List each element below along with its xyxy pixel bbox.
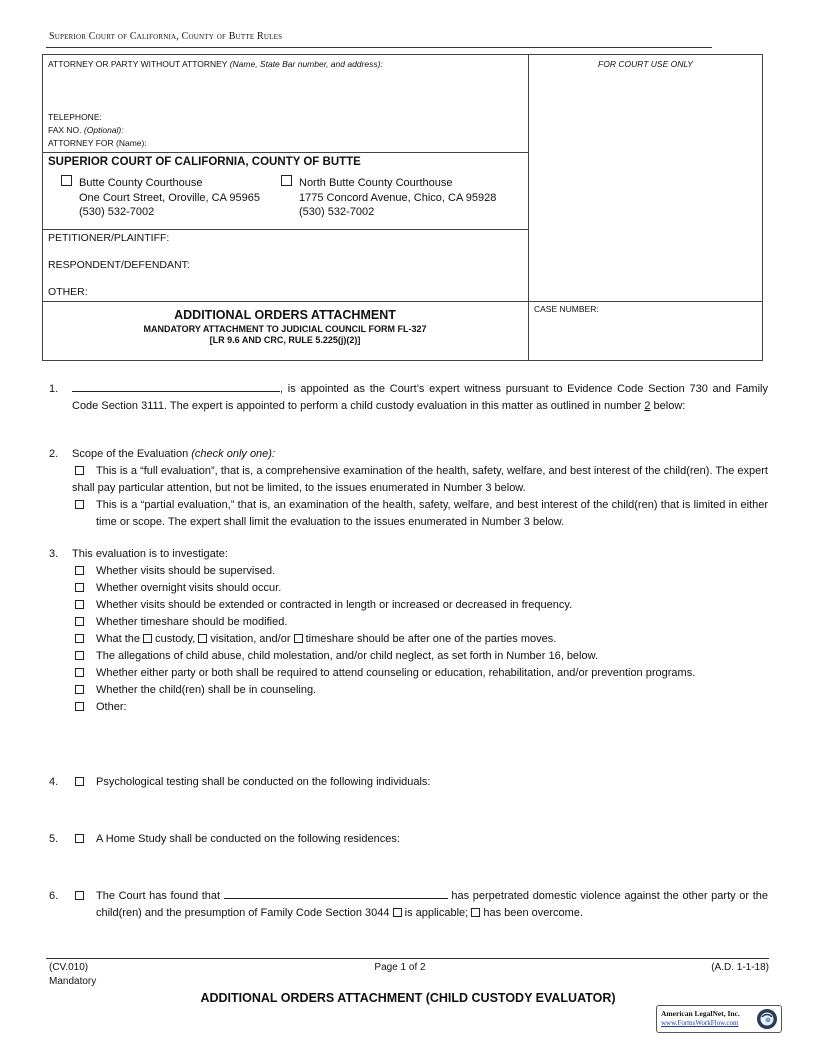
item-1-ref: 2	[644, 400, 651, 412]
courthouse2-phone: (530) 532-7002	[299, 206, 375, 218]
footer-form-no: (CV.010)	[49, 962, 89, 973]
other-checkbox[interactable]	[75, 702, 84, 711]
item-2-option-partial-text: This is a “partial evaluation,” that is, an examination of the health, safety, welfare, and best interest of the child(ren) that is limited in either time or scope. The expert shall limit the evaluation to the issues enumerated in Number 3 below.	[96, 499, 768, 528]
item-3-option-1-text: Whether visits should be supervised.	[96, 565, 276, 577]
overnight-visits-checkbox[interactable]	[75, 583, 84, 592]
item-3-option-5	[72, 631, 768, 648]
petitioner-label: PETITIONER/PLAINTIFF:	[48, 232, 170, 244]
fax-label-hint: (Optional):	[83, 125, 124, 135]
item-6	[72, 888, 768, 922]
item-6-text-b: has perpetrated domestic violence against the other party or the child(ren) and the presumption of Family Code Section 3044	[96, 890, 768, 919]
item-6-text-a: The Court has found that	[96, 890, 224, 902]
footer-title: ADDITIONAL ORDERS ATTACHMENT (CHILD CUSTODY EVALUATOR)	[200, 991, 616, 1005]
forms-workflow-logo[interactable]	[656, 1005, 782, 1033]
attorney-label-hint: (Name, State Bar number, and address):	[229, 59, 383, 69]
form-subtitle-1: MANDATORY ATTACHMENT TO JUDICIAL COUNCIL FORM FL-327	[143, 324, 427, 334]
item-6-row	[72, 888, 768, 922]
item-1-number: 1.	[49, 383, 59, 395]
page-header: Superior Court of California, County of Butte Rules	[49, 31, 283, 42]
footer-date: (A.D. 1-1-18)	[711, 962, 769, 973]
home-study-checkbox[interactable]	[75, 834, 84, 843]
item-6-text-c: is applicable;	[401, 907, 472, 919]
courthouse1-phone: (530) 532-7002	[79, 206, 155, 218]
move-custody-checkbox[interactable]	[143, 634, 152, 643]
item-2-number: 2.	[49, 448, 59, 460]
form-subtitle-2: [LR 9.6 AND CRC, RULE 5.225(j)(2)]	[209, 335, 361, 345]
item-4-number: 4.	[49, 776, 59, 788]
respondent-label: RESPONDENT/DEFENDANT:	[48, 259, 190, 271]
item-4-row	[72, 774, 768, 791]
courthouse1-address: One Court Street, Oroville, CA 95965	[79, 191, 260, 204]
item-3-option-7	[72, 665, 768, 682]
child-counseling-checkbox[interactable]	[75, 685, 84, 694]
caption-rule-1	[42, 152, 528, 153]
partial-evaluation-checkbox[interactable]	[75, 500, 84, 509]
item-3-option-2-text: Whether overnight visits should occur.	[96, 582, 282, 594]
court-use-text: FOR COURT USE ONLY	[598, 59, 693, 69]
courthouse1-checkbox[interactable]	[61, 175, 72, 186]
footer-mandatory: Mandatory	[49, 976, 97, 987]
case-number-label: CASE NUMBER:	[534, 304, 599, 314]
other-label: OTHER:	[48, 286, 88, 298]
item-3-option-3-text: Whether visits should be extended or contracted in length or increased or decreased in frequency.	[96, 599, 573, 611]
item-3-lead: This evaluation is to investigate:	[72, 548, 228, 560]
logo-line-2: www.FormsWorkFlow.com	[661, 1019, 739, 1027]
attorney-label	[48, 59, 383, 69]
item-3-option-1	[72, 563, 768, 580]
item-4	[72, 774, 768, 791]
item-2	[72, 446, 768, 531]
footer-page: Page 1 of 2	[374, 962, 426, 973]
caption-rule-3	[42, 301, 763, 302]
item-3-option-5-text-d: timeshare should be after one of the parties moves.	[302, 633, 557, 645]
courthouse1	[79, 176, 260, 220]
item-5-number: 5.	[49, 833, 59, 845]
item-5	[72, 831, 768, 848]
caption-divider	[528, 54, 529, 361]
courthouse2	[299, 176, 496, 220]
item-6-number: 6.	[49, 890, 59, 902]
item-2-lead	[72, 446, 768, 463]
court-name: SUPERIOR COURT OF CALIFORNIA, COUNTY OF BUTTE	[48, 156, 361, 168]
item-6-party-blank[interactable]	[224, 888, 448, 899]
psych-testing-checkbox[interactable]	[75, 777, 84, 786]
item-3-option-6-text: The allegations of child abuse, child molestation, and/or child neglect, as set forth in Number 16, below.	[96, 650, 599, 662]
telephone-label: TELEPHONE:	[48, 112, 102, 122]
item-3-number: 3.	[49, 548, 59, 560]
form-title-block	[42, 308, 528, 345]
logo-line-1: American LegalNet, Inc.	[661, 1009, 740, 1018]
courthouse2-name: North Butte County Courthouse	[299, 177, 453, 189]
fax-label	[48, 125, 124, 135]
timeshare-modified-checkbox[interactable]	[75, 617, 84, 626]
courthouse2-checkbox[interactable]	[281, 175, 292, 186]
item-3-option-9	[72, 699, 768, 716]
item-3-option-6	[72, 648, 768, 665]
item-3-option-7-text: Whether either party or both shall be required to attend counseling or education, rehabilitation, and/or prevention programs.	[96, 667, 696, 679]
attorney-for-label: ATTORNEY FOR (Name):	[48, 138, 147, 148]
move-away-checkbox[interactable]	[75, 634, 84, 643]
visit-length-checkbox[interactable]	[75, 600, 84, 609]
item-3-option-5-text-b: custody,	[152, 633, 199, 645]
fax-label-text: FAX NO.	[48, 125, 82, 135]
presumption-overcome-checkbox[interactable]	[471, 908, 480, 917]
item-2-option-full-text: This is a “full evaluation”, that is, a comprehensive examination of the health, safety, welfare, and best interest of the child(ren). The expert shall pay particular attention, but not be limited, to the issues enumerated in Number 3 below.	[72, 465, 768, 494]
item-3-option-4-text: Whether timeshare should be modified.	[96, 616, 288, 628]
supervised-visits-checkbox[interactable]	[75, 566, 84, 575]
item-3-option-9-text: Other:	[96, 701, 127, 713]
item-3-option-5-text-a: What the	[96, 633, 144, 645]
item-5-row	[72, 831, 768, 848]
item-3	[72, 546, 768, 716]
item-6-text-d: has been overcome.	[480, 907, 584, 919]
item-1	[72, 381, 768, 415]
abuse-allegations-checkbox[interactable]	[75, 651, 84, 660]
courthouse1-name: Butte County Courthouse	[79, 177, 203, 189]
move-visitation-checkbox[interactable]	[198, 634, 207, 643]
item-3-option-8-text: Whether the child(ren) shall be in counseling.	[96, 684, 317, 696]
item-3-option-5-text-c: visitation, and/or	[207, 633, 294, 645]
item-2-lead-text: Scope of the Evaluation	[72, 448, 192, 460]
footer-rule	[46, 958, 769, 959]
form-title: ADDITIONAL ORDERS ATTACHMENT	[174, 308, 396, 322]
court-use-label	[528, 59, 763, 69]
full-evaluation-checkbox[interactable]	[75, 466, 84, 475]
item-1-expert-blank[interactable]	[72, 381, 280, 392]
attorney-label-text: ATTORNEY OR PARTY WITHOUT ATTORNEY	[48, 59, 228, 69]
item-2-option-partial	[72, 497, 768, 531]
caption-rule-2	[42, 229, 528, 230]
domestic-violence-checkbox[interactable]	[75, 891, 84, 900]
item-2-option-full	[72, 463, 768, 497]
item-5-text: A Home Study shall be conducted on the following residences:	[96, 833, 400, 845]
item-3-option-2	[72, 580, 768, 597]
header-rule	[46, 47, 712, 48]
item-1-text-b: below:	[650, 400, 686, 412]
globe-icon	[756, 1008, 778, 1030]
item-4-text: Psychological testing shall be conducted on the following individuals:	[96, 776, 431, 788]
move-timeshare-checkbox[interactable]	[294, 634, 303, 643]
presumption-applicable-checkbox[interactable]	[393, 908, 402, 917]
counseling-programs-checkbox[interactable]	[75, 668, 84, 677]
item-3-option-4	[72, 614, 768, 631]
item-2-lead-hint: (check only one):	[191, 448, 276, 460]
courthouse2-address: 1775 Concord Avenue, Chico, CA 95928	[299, 191, 497, 204]
item-1-text-a: , is appointed as the Court’s expert witness pursuant to Evidence Code Section 730 and Family Code Section 3111. The expert is appointed to perform a child custody evaluation in this matter as outlined in number	[72, 383, 768, 412]
item-3-option-8	[72, 682, 768, 699]
item-3-option-3	[72, 597, 768, 614]
